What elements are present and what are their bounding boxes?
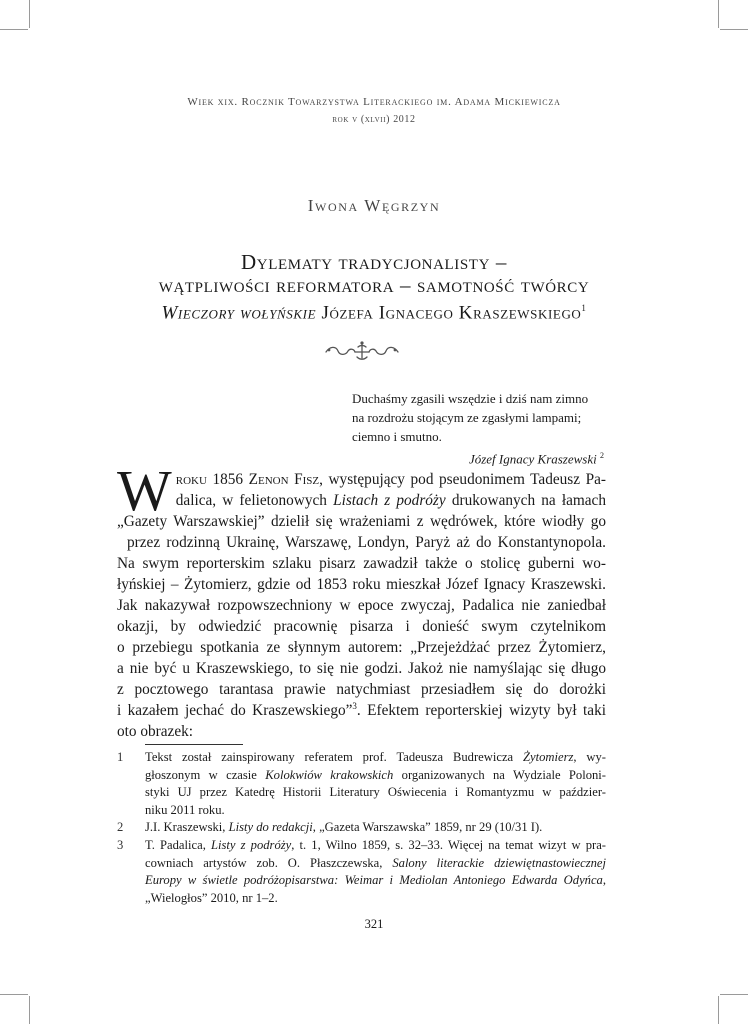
footnote-ref-2[interactable]: 2 bbox=[600, 451, 604, 460]
footnote-1: 1 Tekst został zainspirowany referatem prof. Tadeusza Budrewicza Żytomierz, wy- głoszonym w czasie Kolokwiów krakowskich organizowanych na Wydziale Poloni- styki UJ przez Katedrę Historii Literatury Oświecenia i Romantyzmu w paździer- niku 2011 roku. bbox=[117, 750, 606, 817]
motto-line: ciemno i smutno. bbox=[352, 429, 442, 444]
ornament-divider-icon bbox=[324, 340, 400, 362]
crop-mark-bottom-left-vertical bbox=[29, 996, 30, 1024]
article-author: Iwona Węgrzyn bbox=[307, 196, 441, 215]
title-italic-work: Wieczory wołyńskie bbox=[161, 302, 317, 324]
body-line: o przebiegu spotkania ze słynnym autorem: „Przejeżdżać przez Żytomierz, bbox=[117, 639, 606, 656]
footnote-number: 1 bbox=[117, 750, 124, 764]
body-line: i kazałem jechać do Kraszewskiego”$^3$. Efektem reporterskiej wizyty był taki bbox=[117, 700, 606, 719]
body-line: oto obrazek: bbox=[117, 723, 194, 740]
footnote-3: 3 T. Padalica, Listy z podróży, t. 1, Wilno 1859, s. 32–33. Więcej na temat wizyt w pra- cowniach artystów zob. O. Płaszczewska, Salony literackie dziewiętnastowiecznej Europy w świetle podróżopisarstwa: Weimar i Mediolan Antoniego Edwarda Odyńca, „Wielogłos” 2010, nr 1–2. bbox=[117, 837, 607, 905]
running-head-journal: Wiek xix. Rocznik Towarzystwa Literackiego im. Adama Mickiewicza bbox=[187, 96, 561, 108]
drop-cap: W bbox=[117, 458, 172, 523]
footnote-ref-1[interactable]: 1 bbox=[581, 303, 587, 313]
motto-line: na rozdrożu stojącym ze zgasłymi lampami; bbox=[352, 410, 582, 425]
footnote-number: 2 bbox=[117, 820, 124, 835]
body-paragraph bbox=[117, 458, 606, 742]
running-head-volume: rok v (xlvii) 2012 bbox=[332, 114, 416, 125]
article-title-line-1: Dylematy tradycjonalisty – bbox=[241, 250, 507, 274]
footnote-2: 2 J.I. Kraszewski, Listy do redakcji, „Gazeta Warszawska” 1859, nr 29 (10/31 I). bbox=[117, 819, 606, 837]
body-line: Na swym reporterskim szlaku pisarz zawadził także o stolicę guberni wo- bbox=[117, 555, 606, 572]
crop-mark-bottom-right-vertical bbox=[718, 996, 719, 1024]
crop-mark-top-right-vertical bbox=[718, 0, 719, 28]
crop-mark-top-left-horizontal bbox=[0, 29, 28, 30]
motto-author: Józef Ignacy Kraszewski bbox=[468, 451, 597, 467]
title-rest: Józefa Ignacego Kraszewskiego bbox=[316, 302, 582, 324]
article-title-line-2: wątpliwości reformatora – samotność twórcy bbox=[158, 273, 590, 297]
body-line: łyńskiej – Żytomierz, gdzie od 1853 roku mieszkał Józef Ignacy Kraszewski. bbox=[117, 576, 606, 593]
article-title-line-3 bbox=[0, 296, 748, 325]
body-line: przez rodzinną Ukrainę, Warszawę, Londyn, Paryż aż do Konstantynopola. bbox=[127, 534, 606, 551]
crop-mark-bottom-left-horizontal bbox=[0, 994, 28, 995]
body-line: a nie być u Kraszewskiego, to się nie godzi. Jakoż nie namyślając się długo bbox=[117, 660, 606, 677]
motto-epigraph bbox=[352, 389, 604, 468]
motto-line: Duchaśmy zgasili wszędzie i dziś nam zimno bbox=[352, 391, 589, 406]
body-line: z pocztowego tarantasa prawie natychmiast przesiadłem się do dorożki bbox=[117, 681, 606, 698]
body-line: okazji, by odwiedzić pracownię pisarza i donieść swym czytelnikom bbox=[117, 618, 606, 635]
body-line: Jak nakazywał rozpowszechniony w epoce zwyczaj, Padalica nie zaniedbał bbox=[117, 597, 606, 614]
footnote-number: 3 bbox=[117, 837, 124, 852]
crop-mark-top-left-vertical bbox=[29, 0, 30, 28]
footnote-ref-3[interactable]: 3 bbox=[352, 700, 357, 711]
page-number: 321 bbox=[364, 917, 384, 931]
crop-mark-bottom-right-horizontal bbox=[720, 994, 748, 995]
crop-mark-top-right-horizontal bbox=[720, 29, 748, 30]
footnote-separator bbox=[145, 744, 243, 745]
footnotes bbox=[117, 749, 606, 907]
motto-attribution bbox=[352, 446, 604, 468]
body-line: „Gazety Warszawskiej” dzielił się wrażeniami z wędrówek, które wiodły go bbox=[117, 513, 606, 530]
body-line: dalica, w felietonowych Listach z podróży drukowanych na łamach bbox=[175, 492, 606, 509]
body-line: roku 1856 Zenon Fisz, występujący pod pseudonimem Tadeusz Pa- bbox=[175, 471, 606, 488]
